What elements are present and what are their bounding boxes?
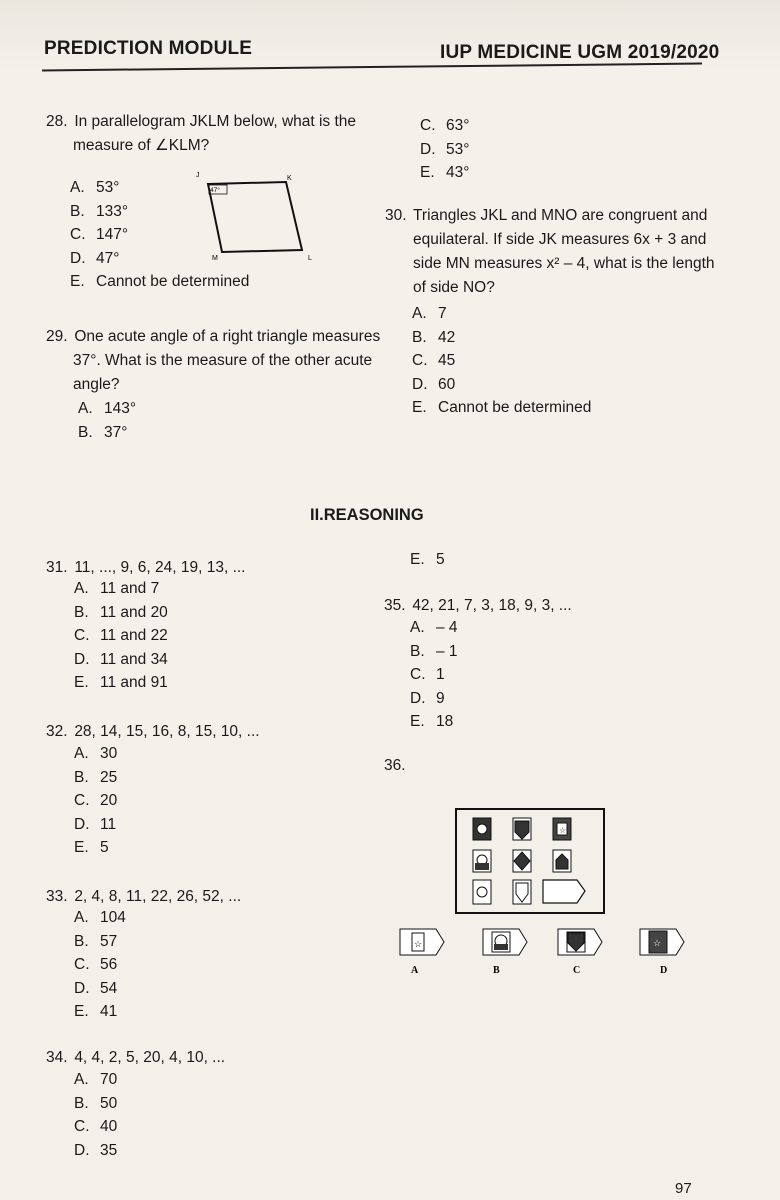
q36-stem: 36. xyxy=(384,757,406,774)
q28-stem: 28. In parallelogram JKLM below, what is the measure of ∠KLM? xyxy=(46,113,357,154)
q33-stem: 33. 2, 4, 8, 11, 22, 26, 52, ... xyxy=(46,888,242,905)
q36-label-c: C xyxy=(573,965,581,976)
q36-option-b xyxy=(483,929,527,955)
q31-stem: 31. 11, ..., 9, 6, 24, 19, 13, ... xyxy=(46,559,246,576)
parallelogram-figure xyxy=(190,168,330,264)
header-rule xyxy=(42,63,702,72)
q29-stem: 29. One acute angle of a right triangle measures 37°. What is the measure of the other acute angle? xyxy=(46,328,381,393)
q36-option-d xyxy=(640,929,684,955)
matrix-r1c1 xyxy=(473,818,491,840)
q36-label-d: D xyxy=(660,965,668,976)
q30-options: A. 7 B. 42 C. 45 D. 60 E. Cannot be determined xyxy=(412,305,592,416)
q36-label-a: A xyxy=(411,965,419,976)
vertex-k-label: K xyxy=(287,175,292,182)
svg-text:☆: ☆ xyxy=(414,939,423,949)
q34-options: A. 70 B. 50 C. 40 D. 35 xyxy=(74,1071,118,1159)
vertex-m-label: M xyxy=(212,255,218,262)
svg-text:☆: ☆ xyxy=(559,826,567,835)
matrix-r2c2 xyxy=(513,850,531,872)
matrix-missing-cell xyxy=(543,880,585,903)
module-title: PREDICTION MODULE xyxy=(44,38,253,59)
q34-options-cont: E. 5 xyxy=(410,551,445,568)
svg-text:☆: ☆ xyxy=(653,938,662,948)
q36-label-b: B xyxy=(493,965,500,976)
matrix-r2c3 xyxy=(553,850,571,872)
q31-options: A. 11 and 7 B. 11 and 20 C. 11 and 22 D. 11 and 34 E. 11 and 91 xyxy=(74,580,168,691)
matrix-r3c1 xyxy=(473,880,491,904)
vertex-l-label: L xyxy=(308,255,312,262)
q28-options: A. 53° B. 133° C. 147° D. 47° E. Cannot be determined xyxy=(70,179,250,290)
q32-stem: 32. 28, 14, 15, 16, 8, 15, 10, ... xyxy=(46,723,260,740)
q28-options-cont: C. 63° D. 53° E. 43° xyxy=(420,117,470,181)
page-number: 97 xyxy=(675,1180,692,1197)
matrix-r2c1 xyxy=(473,850,491,872)
q36-option-a xyxy=(400,929,444,955)
q30-stem: 30. Triangles JKL and MNO are congruent and equilateral. If side JK measures 6x + 3 and side MN measures x² – 4, what is the length of side NO? xyxy=(385,207,715,296)
matrix-r1c3 xyxy=(553,818,571,840)
course-title: IUP MEDICINE UGM 2019/2020 xyxy=(440,42,720,63)
q36-option-c xyxy=(558,929,602,955)
q35-options: A. – 4 B. – 1 C. 1 D. 9 E. 18 xyxy=(410,619,458,730)
vertex-j-label: J xyxy=(196,172,200,179)
q36-matrix-figure xyxy=(455,808,605,916)
q32-options: A. 30 B. 25 C. 20 D. 11 E. 5 xyxy=(74,745,118,856)
section-title: II.REASONING xyxy=(310,506,424,524)
angle-label: 47° xyxy=(210,187,220,194)
q36-answer-options xyxy=(398,925,698,980)
q35-stem: 35. 42, 21, 7, 3, 18, 9, 3, ... xyxy=(384,597,572,614)
matrix-r1c2 xyxy=(513,818,531,840)
q34-stem: 34. 4, 4, 2, 5, 20, 4, 10, ... xyxy=(46,1049,226,1066)
q29-options: A. 143° B. 37° xyxy=(78,400,137,441)
matrix-r3c2 xyxy=(513,880,531,904)
q33-options: A. 104 B. 57 C. 56 D. 54 E. 41 xyxy=(74,909,126,1020)
